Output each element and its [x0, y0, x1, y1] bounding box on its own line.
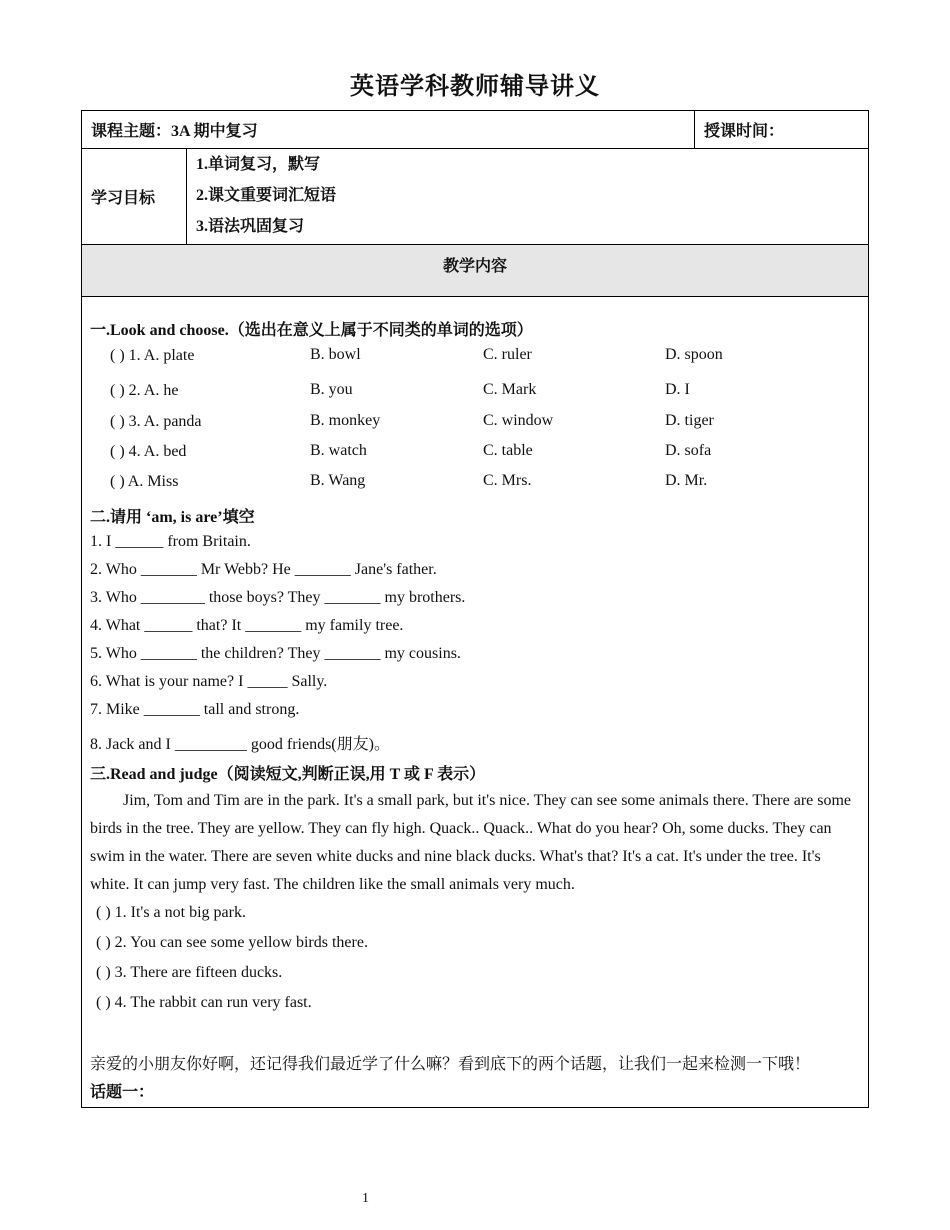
page-number: 1: [362, 1191, 369, 1206]
document-title: 英语学科教师辅导讲义: [350, 74, 600, 100]
goals-label: 学习目标: [82, 149, 187, 245]
fill-blank-item: 4. What ______ that? It _______ my family tree.: [90, 617, 404, 634]
section3-title: 三.Read and judge（阅读短文,判断正误,用 T 或 F 表示）: [90, 766, 486, 783]
question-stem: ( ) A. Miss: [110, 473, 179, 490]
goals-list: [187, 149, 869, 245]
option-b: B. you: [310, 381, 353, 398]
judge-item: ( ) 4. The rabbit can run very fast.: [96, 994, 312, 1011]
option-b: B. monkey: [310, 412, 381, 429]
option-d: D. I: [665, 381, 690, 398]
option-c: C. ruler: [483, 346, 532, 363]
goal-item: 3.语法巩固复习: [196, 218, 305, 235]
reading-passage: Jim, Tom and Tim are in the park. It's a small park, but it's nice. They can see some animals there. There are some birds in the tree. They are yellow. They can fly high. Quack.. Quack.. What do you hear? Oh, some ducks. They can swim in the water. There are seven white ducks and nine black ducks. What's that? It's a cat. It's under the tree. It's white. It can jump very fast. The children like the small animals very much.: [90, 792, 852, 893]
section1-title: 一.Look and choose.（选出在意义上属于不同类的单词的选项）: [90, 322, 533, 339]
option-c: C. table: [483, 442, 533, 459]
fill-blank-item: 6. What is your name? I _____ Sally.: [90, 673, 328, 690]
fill-blank-item: 5. Who _______ the children? They _______ my cousins.: [90, 645, 461, 662]
option-b: B. bowl: [310, 346, 361, 363]
judge-item: ( ) 2. You can see some yellow birds there.: [96, 934, 368, 951]
option-d: D. Mr.: [665, 472, 708, 489]
fill-blank-item: 1. I ______ from Britain.: [90, 533, 251, 550]
option-c: C. window: [483, 412, 554, 429]
course-topic: 课程主题：3A 期中复习: [82, 111, 695, 149]
section2-title: 二.请用 ‘am, is are’填空: [90, 509, 255, 526]
option-d: D. spoon: [665, 346, 723, 363]
option-c: C. Mark: [483, 381, 537, 398]
option-c: C. Mrs.: [483, 472, 532, 489]
judge-item: ( ) 3. There are fifteen ducks.: [96, 964, 283, 981]
fill-blank-item: 3. Who ________ those boys? They _______ my brothers.: [90, 589, 466, 606]
fill-blank-item: 2. Who _______ Mr Webb? He _______ Jane's father.: [90, 561, 437, 578]
question-stem: ( ) 2. A. he: [110, 382, 179, 399]
option-b: B. watch: [310, 442, 367, 459]
question-stem: ( ) 1. A. plate: [110, 347, 195, 364]
option-d: D. tiger: [665, 412, 714, 429]
question-stem: ( ) 4. A. bed: [110, 443, 187, 460]
option-b: B. Wang: [310, 472, 366, 489]
goal-item: 2.课文重要词汇短语: [196, 187, 337, 204]
fill-blank-item: 7. Mike _______ tall and strong.: [90, 701, 300, 718]
class-time: 授课时间：: [694, 111, 868, 149]
header-table: [81, 110, 869, 297]
fill-blank-item: 8. Jack and I _________ good friends(朋友)。: [90, 736, 390, 753]
topic-one-label: 话题一：: [90, 1084, 155, 1101]
judge-item: ( ) 1. It's a not big park.: [96, 904, 246, 921]
content-header: 教学内容: [82, 245, 869, 297]
goal-item: 1.单词复习，默写: [196, 156, 321, 173]
greeting-text: 亲爱的小朋友你好啊，还记得我们最近学了什么嘛？看到底下的两个话题，让我们一起来检测一下哦！: [90, 1056, 811, 1073]
question-stem: ( ) 3. A. panda: [110, 413, 202, 430]
content-box: [81, 287, 869, 1108]
option-d: D. sofa: [665, 442, 712, 459]
